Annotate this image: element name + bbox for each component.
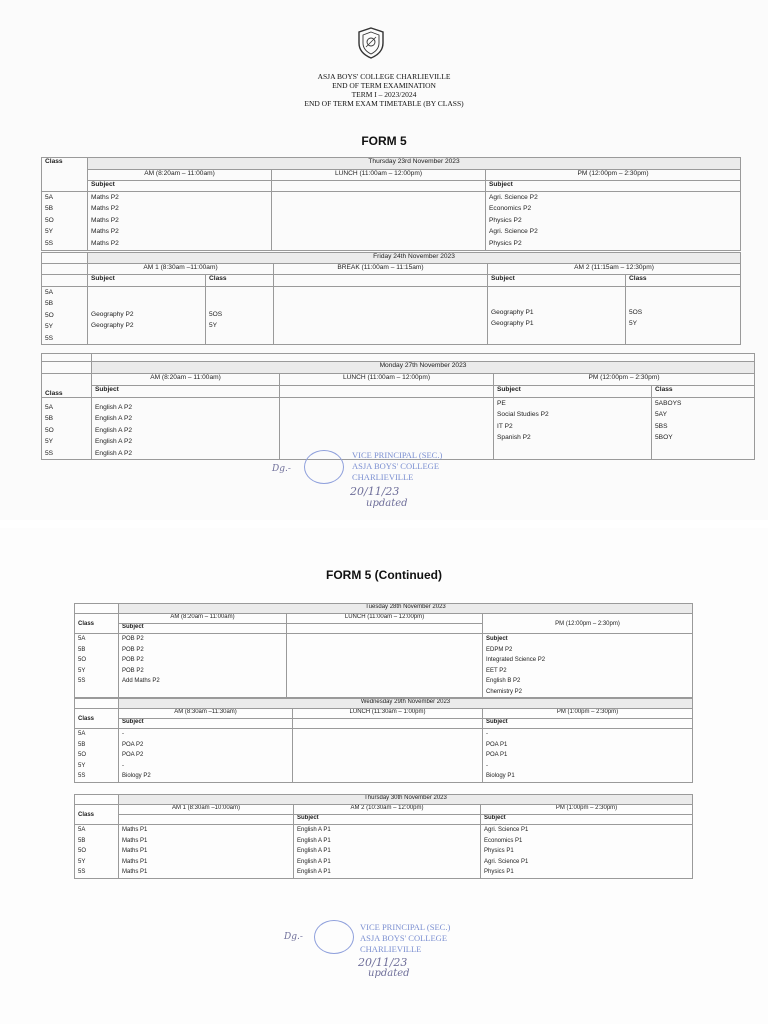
am1-subject-list: Geography P2 Geography P2 (88, 287, 206, 345)
subject-header: Subject (488, 275, 626, 287)
form-title: FORM 5 (361, 134, 407, 148)
subject-header: Subject (119, 624, 287, 634)
signature-icon: Dg.- (272, 464, 291, 474)
subject-header: Subject (486, 636, 508, 642)
am1-subject-list: Maths P1 Maths P1 Maths P1 Maths P1 Maths P1 (119, 825, 294, 879)
lunch-slot-header: LUNCH (11:00am – 12:00pm) (280, 374, 494, 386)
pm-subject-list: - POA P1 POA P1 - Biology P1 (483, 729, 693, 783)
break-slot-header: BREAK (11:00am – 11:15am) (274, 264, 488, 275)
am2-slot-header: AM 2 (11:15am – 12:30pm) (488, 264, 741, 275)
am-subject-list: Maths P2 Maths P2 Maths P2 Maths P2 Maths P2 (88, 192, 272, 251)
class-subheader: Class (206, 275, 274, 287)
vice-principal-stamp: Dg.- VICE PRINCIPAL (SEC.) ASJA BOYS' COLLEGE CHARLIEVILLE 20/11/23 updated (272, 450, 443, 509)
timetable-tuesday-28 (74, 603, 693, 698)
break-cell (274, 287, 488, 345)
subject-header: Subject (494, 386, 652, 398)
class-list: 5A 5B 5O 5Y 5S (75, 634, 119, 698)
day-date: Thursday 30th November 2023 (119, 795, 693, 805)
am1-slot-header: AM 1 (8:30am –10:00am) (119, 805, 294, 815)
timetable-thursday-30 (74, 794, 693, 879)
form-title: FORM 5 (Continued) (326, 568, 442, 582)
class-list: 5A 5B 5O 5Y 5S (42, 287, 88, 345)
page-2 (0, 528, 768, 1024)
pm-slot-header: PM (1:00pm – 2:30pm) (483, 709, 693, 719)
am-slot-header: AM (8:20am – 11:00am) (88, 170, 272, 181)
am1-slot-header: AM 1 (8:30am –11:00am) (88, 264, 274, 275)
class-list: 5A 5B 5O 5Y 5S (75, 825, 119, 879)
am-subject-list: - POA P2 POA P2 - Biology P2 (119, 729, 293, 783)
class-header: Class (75, 709, 119, 729)
subject-header: Subject (92, 386, 280, 398)
lunch-slot-header: LUNCH (11:00am – 12:00pm) (287, 614, 483, 624)
class-list: 5A 5B 5O 5Y 5S (75, 729, 119, 783)
class-header: Class (42, 158, 88, 192)
pm-slot-header: PM (1:00pm – 2:30pm) (481, 805, 693, 815)
am-slot-header: AM (8:30am –11:30am) (119, 709, 293, 719)
timetable-monday-27 (41, 353, 755, 460)
timetable-title: END OF TERM EXAM TIMETABLE (BY CLASS) (304, 99, 464, 108)
pm-subject-list: Subject EDPM P2 Integrated Science P2 EET P2 English B P2 Chemistry P2 (483, 634, 693, 698)
am-slot-header: AM (8:20am – 11:00am) (119, 614, 287, 624)
vice-principal-stamp: Dg.- VICE PRINCIPAL (SEC.) ASJA BOYS' COLLEGE CHARLIEVILLE 20/11/23 updated (284, 922, 451, 979)
lunch-cell (287, 634, 483, 698)
am2-class-list: 5OS 5Y (626, 287, 741, 345)
am-subject-list: English A P2 English A P2 English A P2 English A P2 English A P2 (92, 398, 280, 460)
day-date: Monday 27th November 2023 (92, 362, 755, 374)
subject-header: Subject (486, 181, 741, 192)
school-name: ASJA BOYS' COLLEGE CHARLIEVILLE (317, 72, 451, 81)
class-subheader: Class (626, 275, 741, 287)
stamp-seal-icon (314, 920, 354, 954)
am-subject-list: POB P2 POB P2 POB P2 POB P2 Add Maths P2 (119, 634, 287, 698)
signature-icon: Dg.- (284, 932, 303, 942)
pm-slot-header: PM (12:00pm – 2:30pm) (483, 614, 693, 634)
pm-subject-list: PE Social Studies P2 IT P2 Spanish P2 (494, 398, 652, 460)
lunch-slot-header: LUNCH (11:00am – 12:00pm) (272, 170, 486, 181)
class-header: Class (42, 374, 92, 398)
class-list: 5A 5B 5O 5Y 5S (42, 192, 88, 251)
day-date: Wednesday 29th November 2023 (119, 699, 693, 709)
pm-subject-list: Agri. Science P2 Economics P2 Physics P2 Agri. Science P2 Physics P2 (486, 192, 741, 251)
class-list: 5A 5B 5O 5Y 5S (42, 398, 92, 460)
subject-header: Subject (119, 719, 293, 729)
pm-slot-header: PM (12:00pm – 2:30pm) (494, 374, 755, 386)
subject-header: Subject (483, 719, 693, 729)
class-header: Class (75, 805, 119, 825)
am1-class-list: 5OS 5Y (206, 287, 274, 345)
subject-header: Subject (88, 181, 272, 192)
term-name: TERM I – 2023/2024 (351, 90, 417, 99)
lunch-cell (293, 729, 483, 783)
day-date: Friday 24th November 2023 (88, 253, 741, 264)
day-date: Tuesday 28th November 2023 (119, 604, 693, 614)
college-crest-icon (356, 26, 386, 60)
timetable-wednesday-29 (74, 698, 693, 783)
am-slot-header: AM (8:20am – 11:00am) (92, 374, 280, 386)
am2-subject-list: English A P1 English A P1 English A P1 English A P1 English A P1 (294, 825, 481, 879)
class-subheader: Class (652, 386, 755, 398)
day-date: Thursday 23rd November 2023 (88, 158, 741, 170)
am2-slot-header: AM 2 (10:30am – 12:00pm) (294, 805, 481, 815)
subject-header: Subject (481, 815, 693, 825)
subject-header: Subject (294, 815, 481, 825)
pm-class-list: 5ABOYS 5AY 5BS 5BOY (652, 398, 755, 460)
pm-slot-header: PM (12:00pm – 2:30pm) (486, 170, 741, 181)
exam-name: END OF TERM EXAMINATION (332, 81, 436, 90)
timetable-friday-24 (41, 252, 741, 345)
am2-subject-list: Geography P1 Geography P1 (488, 287, 626, 345)
timetable-thursday-23 (41, 157, 741, 251)
class-header: Class (75, 614, 119, 634)
subject-header: Subject (88, 275, 206, 287)
lunch-slot-header: LUNCH (11:30am – 1:00pm) (293, 709, 483, 719)
lunch-cell (272, 192, 486, 251)
stamp-seal-icon (304, 450, 344, 484)
pm-subject-list: Agri. Science P1 Economics P1 Physics P1 Agri. Science P1 Physics P1 (481, 825, 693, 879)
